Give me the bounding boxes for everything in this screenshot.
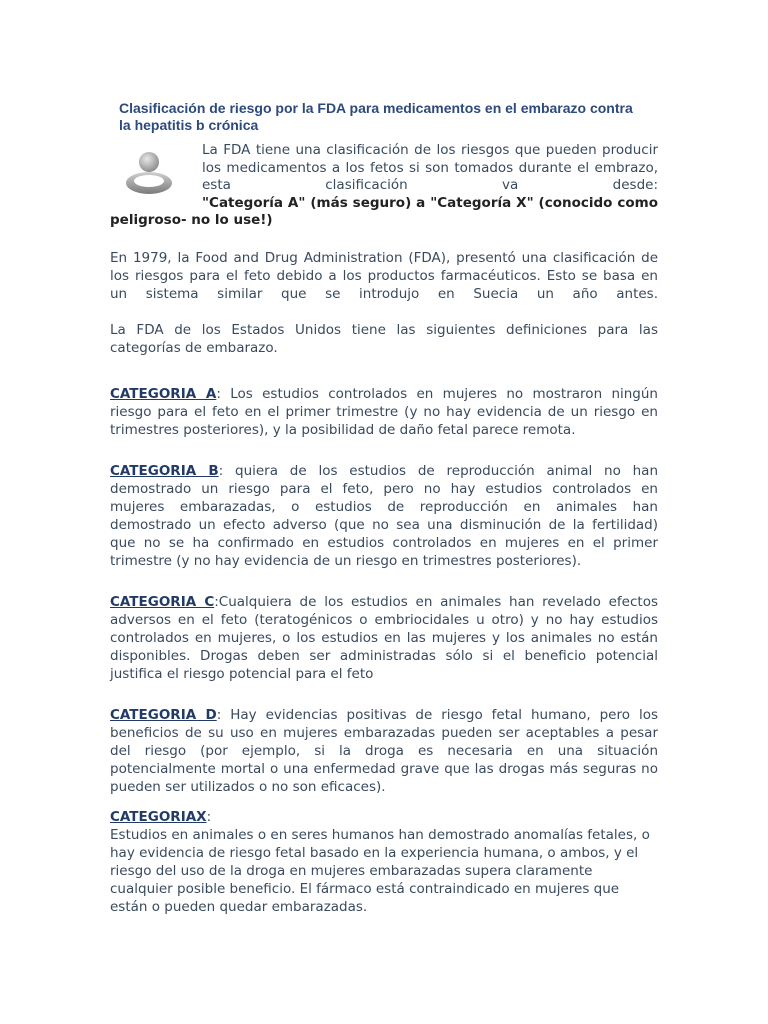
category-line: Estudios en animales o en seres humanos han demostrado anomalías fetales, o (110, 827, 650, 843)
category-text: quiera de los estudios de reproducción animal no han (223, 463, 659, 479)
category-separator: : (214, 594, 219, 610)
intro-line: La FDA tiene una clasificación de los riesgos que pueden producir (202, 142, 658, 158)
category-line: controlados en mujeres, o los estudios en las mujeres y los animales no están (110, 630, 658, 646)
category-text: Cualquiera de los estudios en animales han revelado efectos (218, 594, 658, 610)
intro-paragraph (110, 142, 658, 230)
category-line: riesgo para el feto en el primer trimestre (y no hay evidencia de un riesgo en (110, 404, 658, 420)
intro-line: los medicamentos a los fetos si son tomados durante el embrazo, (202, 159, 658, 176)
paragraph-line: un sistema similar que se introdujo en Suecia un año antes. (110, 286, 658, 302)
category-line: demostrado un efecto adverso (que no sea una disminución de la fertilidad) (110, 517, 658, 533)
category-line: disponibles. Drogas deben ser administradas sólo si el beneficio potencial (110, 648, 658, 664)
category-separator: : (206, 809, 212, 825)
category-label: CATEGORIA B (110, 463, 219, 479)
category-separator: : (218, 463, 224, 479)
category-separator: : (216, 707, 222, 723)
category-line: demostrado un riesgo para el feto, pero no hay estudios controlados en (110, 481, 658, 497)
intro-bold-line: "Categoría A" (más seguro) a "Categoría X" (conocido como (202, 194, 658, 211)
paragraph-line: categorías de embarazo. (110, 340, 278, 356)
category-line: justifica el riesgo potencial para el feto (110, 666, 374, 682)
category-label: CATEGORIA C (110, 594, 215, 610)
category-line: que no se ha confirmado en estudios controlados en mujeres en el primer (110, 535, 658, 551)
category-line: pueden ser utilizados o no son eficaces). (110, 779, 386, 795)
document-title (119, 100, 659, 134)
category-line: del riesgo (por ejemplo, si la droga es necesaria en una situación (110, 743, 658, 759)
category-line: cualquier posible beneficio. El fármaco está contraindicado en mujeres que (110, 881, 620, 897)
category-line: mujeres embarazadas, o estudios de reproducción en animales han (110, 499, 658, 515)
category-separator: : (216, 386, 221, 402)
category-line: trimestre (y no hay evidencia de un riesgo en trimestres posteriores). (110, 553, 582, 569)
category-label: CATEGORIA D (110, 707, 217, 723)
definitions-paragraph (110, 321, 658, 357)
category-line: hay evidencia de riesgo fetal basado en la experiencia humana, o ambos, y el (110, 845, 639, 861)
title-line-1: Clasificación de riesgo por la FDA para medicamentos en el embarazo contra (119, 100, 633, 116)
category-line: riesgo del uso de la droga en mujeres embarazadas supera claramente (110, 863, 593, 879)
category-x-section (110, 808, 658, 916)
category-b-section (110, 462, 658, 570)
paragraph-line: La FDA de los Estados Unidos tiene las siguientes definiciones para las (110, 322, 658, 338)
category-text: Hay evidencias positivas de riesgo fetal humano, pero los (221, 707, 658, 723)
category-text: Los estudios controlados en mujeres no mostraron ningún (220, 386, 658, 402)
history-paragraph (110, 249, 658, 303)
category-a-section (110, 385, 658, 439)
category-label: CATEGORIA A (110, 386, 217, 402)
category-d-section (110, 706, 658, 796)
category-line: trimestres posteriores), y la posibilidad de daño fetal parece remota. (110, 422, 576, 438)
category-c-section (110, 593, 658, 683)
category-line: adversos en el feto (teratogénicos o embriocidales u otro) y no hay estudios (110, 612, 658, 628)
paragraph-line: los riesgos para el feto debido a los productos farmacéuticos. Esto se basa en (110, 268, 658, 284)
category-label: CATEGORIAX (110, 809, 207, 825)
category-line: están o pueden quedar embarazadas. (110, 899, 368, 915)
category-line: potencialmente mortal o una enfermedad grave que las drogas más seguras no (110, 761, 658, 777)
paragraph-line: En 1979, la Food and Drug Administration (FDA), presentó una clasificación de (110, 250, 658, 266)
title-line-2: la hepatitis b crónica (119, 117, 259, 133)
intro-bold-line: peligroso- no lo use!) (110, 212, 273, 228)
category-line: beneficios de su uso en mujeres embarazadas pueden ser aceptables a pesar (110, 725, 658, 741)
intro-line: esta clasificación va desde: (202, 177, 658, 193)
